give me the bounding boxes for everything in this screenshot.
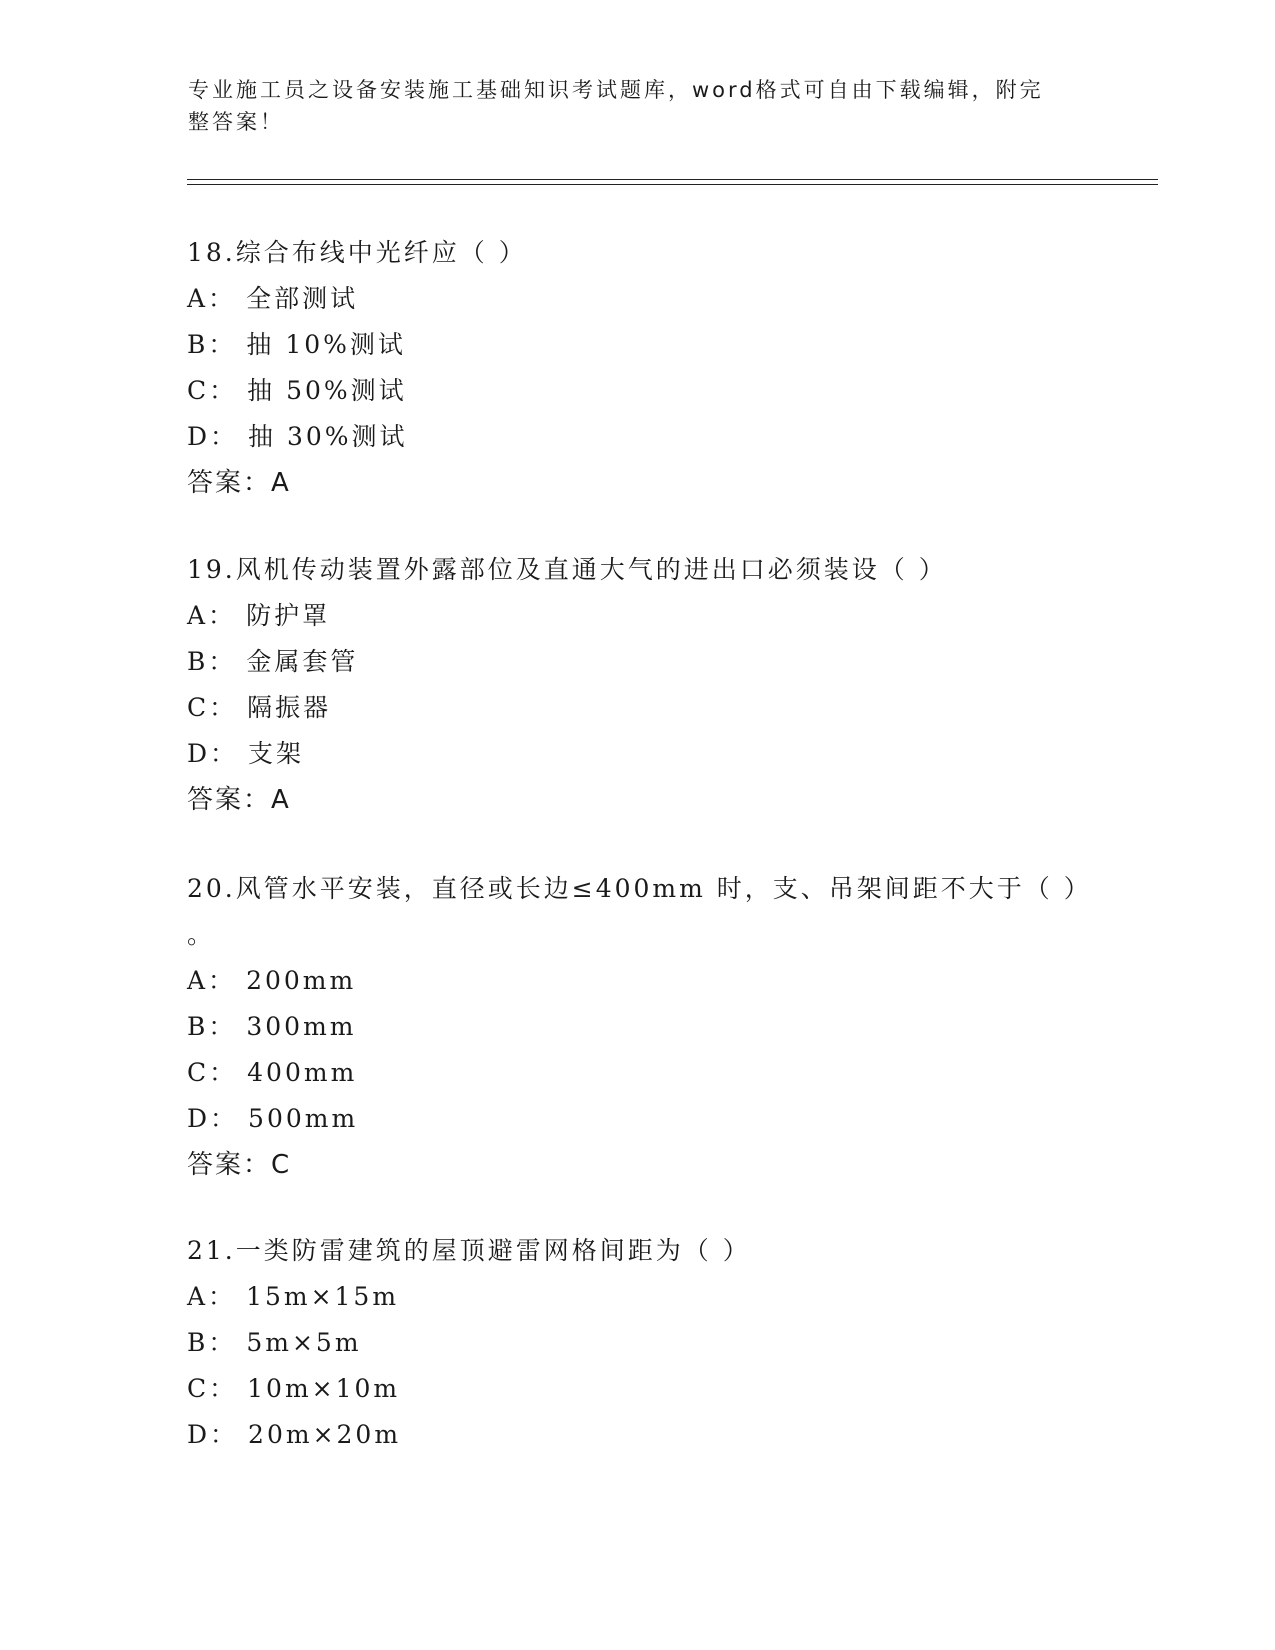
option-letter: B： xyxy=(187,647,237,676)
option-text: 20m×20m xyxy=(248,1420,402,1449)
header-divider-bottom xyxy=(187,184,1158,185)
option-text: 15m×15m xyxy=(246,1282,400,1311)
option-b xyxy=(187,1004,1087,1050)
option-letter: C： xyxy=(187,376,238,405)
question-title: 20.风管水平安装，直径或长边≤400mm 时，支、吊架间距不大于（ ） xyxy=(187,874,1092,903)
option-text: 金属套管 xyxy=(246,647,359,676)
option-letter: D： xyxy=(187,1420,239,1449)
option-b xyxy=(187,639,1087,685)
header-divider-top xyxy=(187,179,1158,180)
option-text: 200mm xyxy=(246,966,357,995)
option-text: 抽 10%测试 xyxy=(246,330,406,359)
option-d xyxy=(187,731,1087,777)
question-18 xyxy=(187,230,1087,506)
option-text: 支架 xyxy=(248,739,305,768)
option-text: 防护罩 xyxy=(246,601,331,630)
option-text: 抽 30%测试 xyxy=(248,422,408,451)
option-letter: A： xyxy=(187,601,237,630)
option-letter: A： xyxy=(187,284,237,313)
option-d xyxy=(187,1096,1087,1142)
document-header xyxy=(188,74,1068,138)
option-letter: B： xyxy=(187,1012,237,1041)
option-text: 10m×10m xyxy=(247,1374,401,1403)
question-title: 21.一类防雷建筑的屋顶避雷网格间距为（ ） xyxy=(187,1236,751,1265)
question-title-continuation: 。 xyxy=(187,920,213,949)
option-b xyxy=(187,322,1087,368)
option-text: 400mm xyxy=(247,1058,358,1087)
option-text: 全部测试 xyxy=(246,284,359,313)
option-text: 隔振器 xyxy=(247,693,332,722)
answer-label: 答案：A xyxy=(187,468,291,498)
answer-label: 答案：C xyxy=(187,1150,292,1180)
option-letter: D： xyxy=(187,1104,239,1133)
option-c xyxy=(187,685,1087,731)
question-19 xyxy=(187,547,1087,823)
option-letter: C： xyxy=(187,1374,238,1403)
question-title: 19.风机传动装置外露部位及直通大气的进出口必须装设（ ） xyxy=(187,555,947,584)
option-text: 500mm xyxy=(248,1104,359,1133)
option-text: 300mm xyxy=(246,1012,357,1041)
option-b xyxy=(187,1320,1087,1366)
option-letter: A： xyxy=(187,1282,237,1311)
header-line-2: 整答案！ xyxy=(188,110,284,134)
option-d xyxy=(187,414,1087,460)
question-21 xyxy=(187,1228,1087,1458)
option-a xyxy=(187,958,1087,1004)
question-title: 18.综合布线中光纤应（ ） xyxy=(187,238,527,267)
option-d xyxy=(187,1412,1087,1458)
option-c xyxy=(187,1050,1087,1096)
option-letter: C： xyxy=(187,693,238,722)
header-line-1: 专业施工员之设备安装施工基础知识考试题库，word格式可自由下载编辑，附完 xyxy=(188,78,1044,102)
option-letter: D： xyxy=(187,422,239,451)
option-letter: B： xyxy=(187,1328,237,1357)
question-20 xyxy=(187,866,1092,1188)
option-letter: A： xyxy=(187,966,237,995)
option-letter: D： xyxy=(187,739,239,768)
option-a xyxy=(187,276,1087,322)
option-c xyxy=(187,368,1087,414)
option-a xyxy=(187,1274,1087,1320)
option-a xyxy=(187,593,1087,639)
option-letter: B： xyxy=(187,330,237,359)
option-text: 5m×5m xyxy=(246,1328,362,1357)
answer-label: 答案：A xyxy=(187,785,291,815)
option-c xyxy=(187,1366,1087,1412)
option-text: 抽 50%测试 xyxy=(247,376,407,405)
option-letter: C： xyxy=(187,1058,238,1087)
